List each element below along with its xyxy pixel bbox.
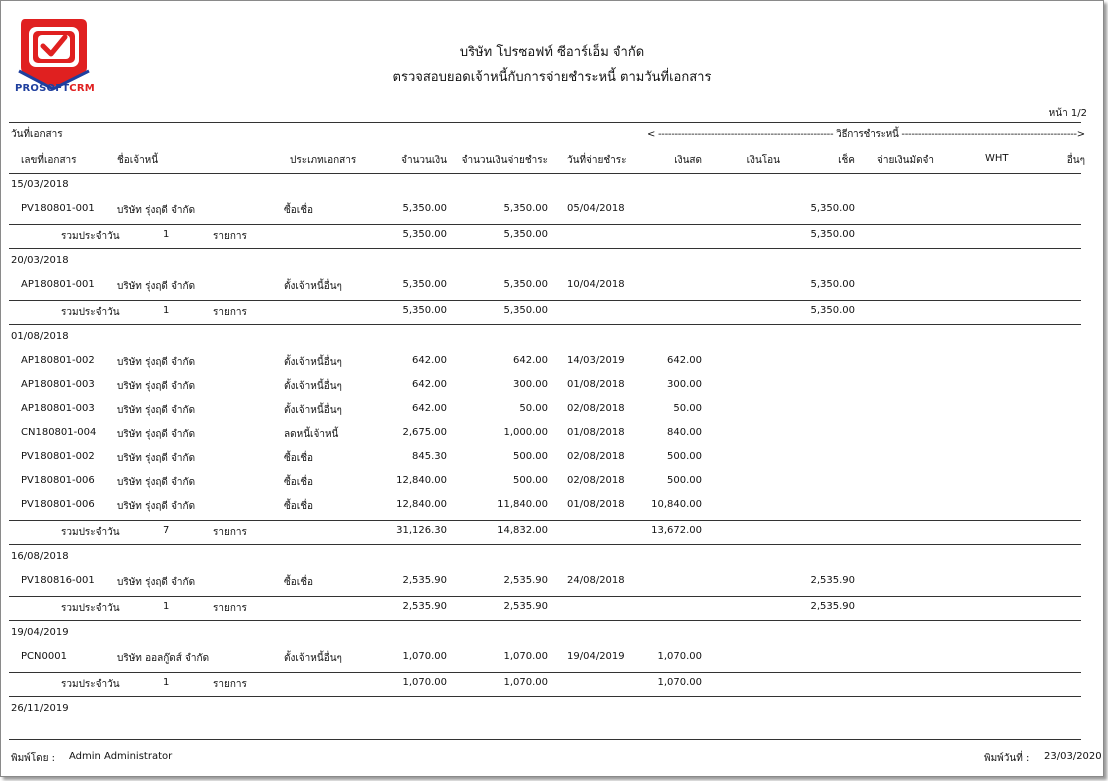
- subtotal-items-label: รายการ: [213, 527, 247, 538]
- printed-date-label: พิมพ์วันที่ :: [984, 753, 1030, 764]
- row-pay-date: 10/04/2018: [567, 279, 625, 290]
- row-creditor: บริษัท รุ่งฤดี จำกัด: [117, 429, 196, 440]
- subtotal-paid: 14,832.00: [497, 525, 548, 536]
- subtotal-label: รวมประจำวัน: [61, 527, 120, 538]
- row-pay-date: 24/08/2018: [567, 575, 625, 586]
- subtotal-cash: 1,070.00: [657, 677, 702, 688]
- row-cash: 50.00: [673, 403, 702, 414]
- col-header-doc-no: เลขที่เอกสาร: [21, 155, 77, 166]
- row-paid: 300.00: [513, 379, 548, 390]
- group-date: 20/03/2018: [11, 255, 69, 266]
- row-amount: 642.00: [412, 355, 447, 366]
- subtotal-label: รวมประจำวัน: [61, 679, 120, 690]
- row-creditor: บริษัท รุ่งฤดี จำกัด: [117, 501, 196, 512]
- row-paid: 642.00: [513, 355, 548, 366]
- row-cash: 500.00: [667, 451, 702, 462]
- row-doc-no: CN180801-004: [21, 427, 97, 438]
- row-amount: 1,070.00: [402, 651, 447, 662]
- row-doc-type: ซื้อเชื่อ: [284, 205, 314, 216]
- row-amount: 12,840.00: [396, 499, 447, 510]
- printed-date-value: 23/03/2020: [1044, 751, 1102, 762]
- row-doc-type: ซื้อเชื่อ: [284, 477, 314, 488]
- row-paid: 1,070.00: [503, 651, 548, 662]
- row-creditor: บริษัท ออลกู๊ดส์ จำกัด: [117, 653, 210, 664]
- row-cheque: 5,350.00: [810, 279, 855, 290]
- row-paid: 2,535.90: [503, 575, 548, 586]
- subtotal-cheque: 2,535.90: [810, 601, 855, 612]
- col-header-paid: จำนวนเงินจ่ายชำระ: [461, 155, 548, 166]
- row-doc-no: PCN0001: [21, 651, 67, 662]
- subtotal-top-rule: [9, 520, 1081, 521]
- group-bottom-rule: [9, 324, 1081, 325]
- subtotal-cheque: 5,350.00: [810, 305, 855, 316]
- row-amount: 642.00: [412, 403, 447, 414]
- subtotal-paid: 1,070.00: [503, 677, 548, 688]
- col-header-cheque: เช็ค: [838, 155, 855, 166]
- subtotal-top-rule: [9, 224, 1081, 225]
- row-doc-no: AP180801-003: [21, 379, 95, 390]
- row-doc-no: AP180801-002: [21, 355, 95, 366]
- row-creditor: บริษัท รุ่งฤดี จำกัด: [117, 205, 196, 216]
- row-creditor: บริษัท รุ่งฤดี จำกัด: [117, 381, 196, 392]
- row-doc-type: ซื้อเชื่อ: [284, 453, 314, 464]
- row-paid: 50.00: [519, 403, 548, 414]
- row-amount: 642.00: [412, 379, 447, 390]
- col-header-date: วันที่เอกสาร: [11, 129, 63, 140]
- col-header-creditor: ชื่อเจ้าหนี้: [117, 155, 159, 166]
- col-header-doc-type: ประเภทเอกสาร: [290, 155, 357, 166]
- row-doc-no: PV180801-006: [21, 475, 95, 486]
- row-doc-type: ตั้งเจ้าหนี้อื่นๆ: [284, 653, 342, 664]
- subtotal-count: 1: [163, 601, 170, 612]
- row-pay-date: 01/08/2018: [567, 499, 625, 510]
- page-number: หน้า 1/2: [1048, 108, 1087, 119]
- row-amount: 5,350.00: [402, 279, 447, 290]
- subtotal-paid: 5,350.00: [503, 229, 548, 240]
- subtotal-cash: 13,672.00: [651, 525, 702, 536]
- group-bottom-rule: [9, 248, 1081, 249]
- group-bottom-rule: [9, 696, 1081, 697]
- row-pay-date: 02/08/2018: [567, 475, 625, 486]
- group-date: 16/08/2018: [11, 551, 69, 562]
- subtotal-count: 1: [163, 305, 170, 316]
- header-bottom-rule: [9, 173, 1081, 174]
- group-bottom-rule: [9, 544, 1081, 545]
- header-top-rule: [9, 122, 1081, 123]
- row-doc-no: PV180801-001: [21, 203, 95, 214]
- row-pay-date: 05/04/2018: [567, 203, 625, 214]
- row-paid: 5,350.00: [503, 203, 548, 214]
- row-cash: 300.00: [667, 379, 702, 390]
- row-creditor: บริษัท รุ่งฤดี จำกัด: [117, 357, 196, 368]
- row-paid: 500.00: [513, 451, 548, 462]
- row-creditor: บริษัท รุ่งฤดี จำกัด: [117, 453, 196, 464]
- subtotal-label: รวมประจำวัน: [61, 231, 120, 242]
- subtotal-label: รวมประจำวัน: [61, 307, 120, 318]
- row-pay-date: 01/08/2018: [567, 379, 625, 390]
- group-date: 01/08/2018: [11, 331, 69, 342]
- row-paid: 1,000.00: [503, 427, 548, 438]
- subtotal-items-label: รายการ: [213, 603, 247, 614]
- row-cheque: 5,350.00: [810, 203, 855, 214]
- group-date: 26/11/2019: [11, 703, 69, 714]
- footer-rule: [9, 739, 1081, 740]
- subtotal-amount: 5,350.00: [402, 305, 447, 316]
- row-pay-date: 02/08/2018: [567, 451, 625, 462]
- row-cash: 840.00: [667, 427, 702, 438]
- group-date: 15/03/2018: [11, 179, 69, 190]
- row-doc-no: PV180816-001: [21, 575, 95, 586]
- subtotal-items-label: รายการ: [213, 679, 247, 690]
- row-amount: 5,350.00: [402, 203, 447, 214]
- row-creditor: บริษัท รุ่งฤดี จำกัด: [117, 281, 196, 292]
- col-header-transfer: เงินโอน: [746, 155, 780, 166]
- row-paid: 5,350.00: [503, 279, 548, 290]
- row-cash: 10,840.00: [651, 499, 702, 510]
- col-header-payment-method: < ----------------------------------------------------- วิธีการชำระหนี้ ----------------------------------------------------->: [647, 129, 1085, 140]
- row-doc-no: PV180801-002: [21, 451, 95, 462]
- subtotal-label: รวมประจำวัน: [61, 603, 120, 614]
- subtotal-amount: 2,535.90: [402, 601, 447, 612]
- subtotal-paid: 5,350.00: [503, 305, 548, 316]
- subtotal-top-rule: [9, 672, 1081, 673]
- row-doc-type: ตั้งเจ้าหนี้อื่นๆ: [284, 405, 342, 416]
- row-amount: 845.30: [412, 451, 447, 462]
- subtotal-count: 7: [163, 525, 170, 536]
- col-header-wht: WHT: [985, 153, 1009, 164]
- row-doc-type: ตั้งเจ้าหนี้อื่นๆ: [284, 357, 342, 368]
- row-paid: 500.00: [513, 475, 548, 486]
- row-pay-date: 19/04/2019: [567, 651, 625, 662]
- subtotal-count: 1: [163, 229, 170, 240]
- subtotal-amount: 1,070.00: [402, 677, 447, 688]
- row-cash: 1,070.00: [657, 651, 702, 662]
- row-doc-type: ลดหนี้เจ้าหนี้: [284, 429, 339, 440]
- subtotal-top-rule: [9, 596, 1081, 597]
- row-paid: 11,840.00: [497, 499, 548, 510]
- subtotal-items-label: รายการ: [213, 231, 247, 242]
- company-name: บริษัท โปรซอฟท์ ซีอาร์เอ็ม จำกัด: [459, 45, 645, 60]
- col-header-deposit: จ่ายเงินมัดจำ: [877, 155, 935, 166]
- row-creditor: บริษัท รุ่งฤดี จำกัด: [117, 477, 196, 488]
- col-header-pay-date: วันที่จ่ายชำระ: [567, 155, 627, 166]
- group-bottom-rule: [9, 620, 1081, 621]
- row-doc-no: AP180801-003: [21, 403, 95, 414]
- subtotal-amount: 5,350.00: [402, 229, 447, 240]
- row-pay-date: 02/08/2018: [567, 403, 625, 414]
- subtotal-top-rule: [9, 300, 1081, 301]
- row-doc-type: ซื้อเชื่อ: [284, 577, 314, 588]
- row-creditor: บริษัท รุ่งฤดี จำกัด: [117, 405, 196, 416]
- row-amount: 2,675.00: [402, 427, 447, 438]
- printed-by-value: Admin Administrator: [69, 751, 173, 762]
- row-pay-date: 01/08/2018: [567, 427, 625, 438]
- report-title: ตรวจสอบยอดเจ้าหนี้กับการจ่ายชำระหนี้ ตามวันที่เอกสาร: [392, 70, 712, 85]
- logo-wordmark: PROSOFTCRM: [15, 83, 95, 94]
- row-doc-type: ซื้อเชื่อ: [284, 501, 314, 512]
- row-amount: 12,840.00: [396, 475, 447, 486]
- subtotal-cheque: 5,350.00: [810, 229, 855, 240]
- row-cash: 642.00: [667, 355, 702, 366]
- col-header-cash: เงินสด: [674, 155, 702, 166]
- subtotal-amount: 31,126.30: [396, 525, 447, 536]
- subtotal-count: 1: [163, 677, 170, 688]
- row-pay-date: 14/03/2019: [567, 355, 625, 366]
- row-doc-no: AP180801-001: [21, 279, 95, 290]
- row-creditor: บริษัท รุ่งฤดี จำกัด: [117, 577, 196, 588]
- printed-by-label: พิมพ์โดย :: [11, 753, 56, 764]
- row-doc-no: PV180801-006: [21, 499, 95, 510]
- row-doc-type: ตั้งเจ้าหนี้อื่นๆ: [284, 281, 342, 292]
- row-doc-type: ตั้งเจ้าหนี้อื่นๆ: [284, 381, 342, 392]
- col-header-other: อื่นๆ: [1066, 155, 1085, 166]
- subtotal-items-label: รายการ: [213, 307, 247, 318]
- row-amount: 2,535.90: [402, 575, 447, 586]
- group-date: 19/04/2019: [11, 627, 69, 638]
- row-cheque: 2,535.90: [810, 575, 855, 586]
- subtotal-paid: 2,535.90: [503, 601, 548, 612]
- row-cash: 500.00: [667, 475, 702, 486]
- col-header-amount: จำนวนเงิน: [401, 155, 447, 166]
